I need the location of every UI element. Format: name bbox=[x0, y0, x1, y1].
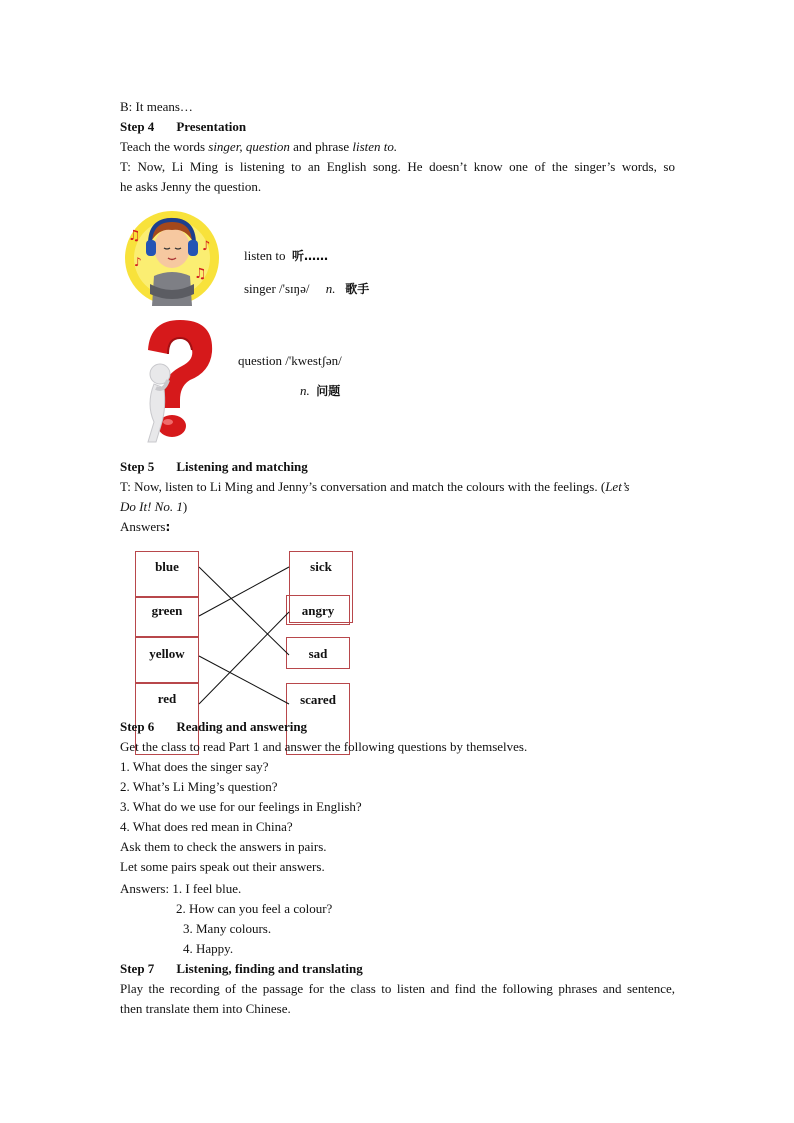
answer-item: 3. Many colours. bbox=[183, 921, 272, 936]
question-item: 4. What does red mean in China? bbox=[120, 819, 293, 834]
svg-text:♪: ♪ bbox=[202, 239, 211, 254]
text: and phrase bbox=[289, 139, 353, 154]
step-label: Step 5 bbox=[120, 459, 155, 474]
text-italic: listen to. bbox=[352, 139, 398, 154]
feeling-word-angry: angry bbox=[301, 603, 335, 618]
match-line bbox=[199, 567, 289, 616]
vocab-question: question /'kwestʃən/ bbox=[238, 353, 342, 368]
vocab-translation: 歌手 bbox=[345, 282, 370, 296]
step-label: Step 7 bbox=[120, 961, 155, 976]
text-italic: Do It! No. 1 bbox=[120, 499, 183, 514]
step-label: Step 6 bbox=[120, 719, 155, 734]
match-line bbox=[199, 612, 289, 704]
step-title: Presentation bbox=[176, 119, 247, 134]
svg-text:♫: ♫ bbox=[128, 228, 141, 244]
vocab-translation: 问题 bbox=[316, 384, 341, 398]
answer-item: 4. Happy. bbox=[183, 941, 234, 956]
svg-text:♪: ♪ bbox=[134, 255, 142, 269]
text-italic: Let’s bbox=[605, 479, 630, 494]
text: Teach the words bbox=[120, 139, 209, 154]
svg-text:♫: ♫ bbox=[194, 266, 207, 282]
feeling-word-sick: sick bbox=[310, 559, 332, 574]
step-label: Step 4 bbox=[120, 119, 155, 134]
text-italic: singer, question bbox=[208, 139, 290, 154]
question-item: 3. What do we use for our feelings in English? bbox=[120, 799, 362, 814]
paragraph-line: T: Now, Li Ming is listening to an English song. He doesn’t know one of the singer’s words, so bbox=[120, 159, 675, 174]
answer-item: 2. How can you feel a colour? bbox=[176, 901, 333, 916]
text: ) bbox=[182, 499, 188, 514]
paragraph-line: then translate them into Chinese. bbox=[120, 1001, 291, 1016]
answer-item: Answers: 1. I feel blue. bbox=[120, 881, 242, 896]
colour-word-yellow: yellow bbox=[149, 646, 185, 661]
part-of-speech: n. bbox=[325, 281, 336, 296]
step6-heading bbox=[120, 718, 307, 736]
vocab-term: singer /'sɪŋə/ bbox=[244, 281, 310, 296]
colour-word-green: green bbox=[151, 603, 183, 618]
text: T: Now, listen to Li Ming and Jenny’s conversation and match the colours with the feelings. ( bbox=[120, 479, 606, 494]
step-title: Listening, finding and translating bbox=[176, 961, 363, 976]
paragraph-line: he asks Jenny the question. bbox=[120, 179, 262, 194]
feeling-word-sad: sad bbox=[308, 646, 328, 661]
paragraph-line: Let some pairs speak out their answers. bbox=[120, 859, 325, 874]
vocab-translation: 听…… bbox=[292, 249, 329, 263]
step7-heading bbox=[120, 960, 363, 978]
colour-word-red: red bbox=[157, 691, 177, 706]
feeling-word-scared: scared bbox=[300, 692, 336, 707]
text: : bbox=[165, 520, 171, 534]
paragraph-line: Play the recording of the passage for the class to listen and find the following phrases and sentence, bbox=[120, 981, 675, 996]
dialogue-line: B: It means… bbox=[120, 99, 193, 114]
question-item: 1. What does the singer say? bbox=[120, 759, 269, 774]
step-title: Listening and matching bbox=[176, 459, 308, 474]
part-of-speech: n. bbox=[300, 383, 310, 398]
colour-word-blue: blue bbox=[155, 559, 179, 574]
match-line bbox=[199, 656, 289, 704]
paragraph-line: Get the class to read Part 1 and answer the following questions by themselves. bbox=[120, 739, 528, 754]
question-item: 2. What’s Li Ming’s question? bbox=[120, 779, 278, 794]
vocab-term: listen to bbox=[244, 248, 286, 263]
match-line bbox=[199, 567, 289, 655]
step-title: Reading and answering bbox=[176, 719, 308, 734]
text: Answers bbox=[120, 519, 166, 534]
paragraph-line: Ask them to check the answers in pairs. bbox=[120, 839, 327, 854]
